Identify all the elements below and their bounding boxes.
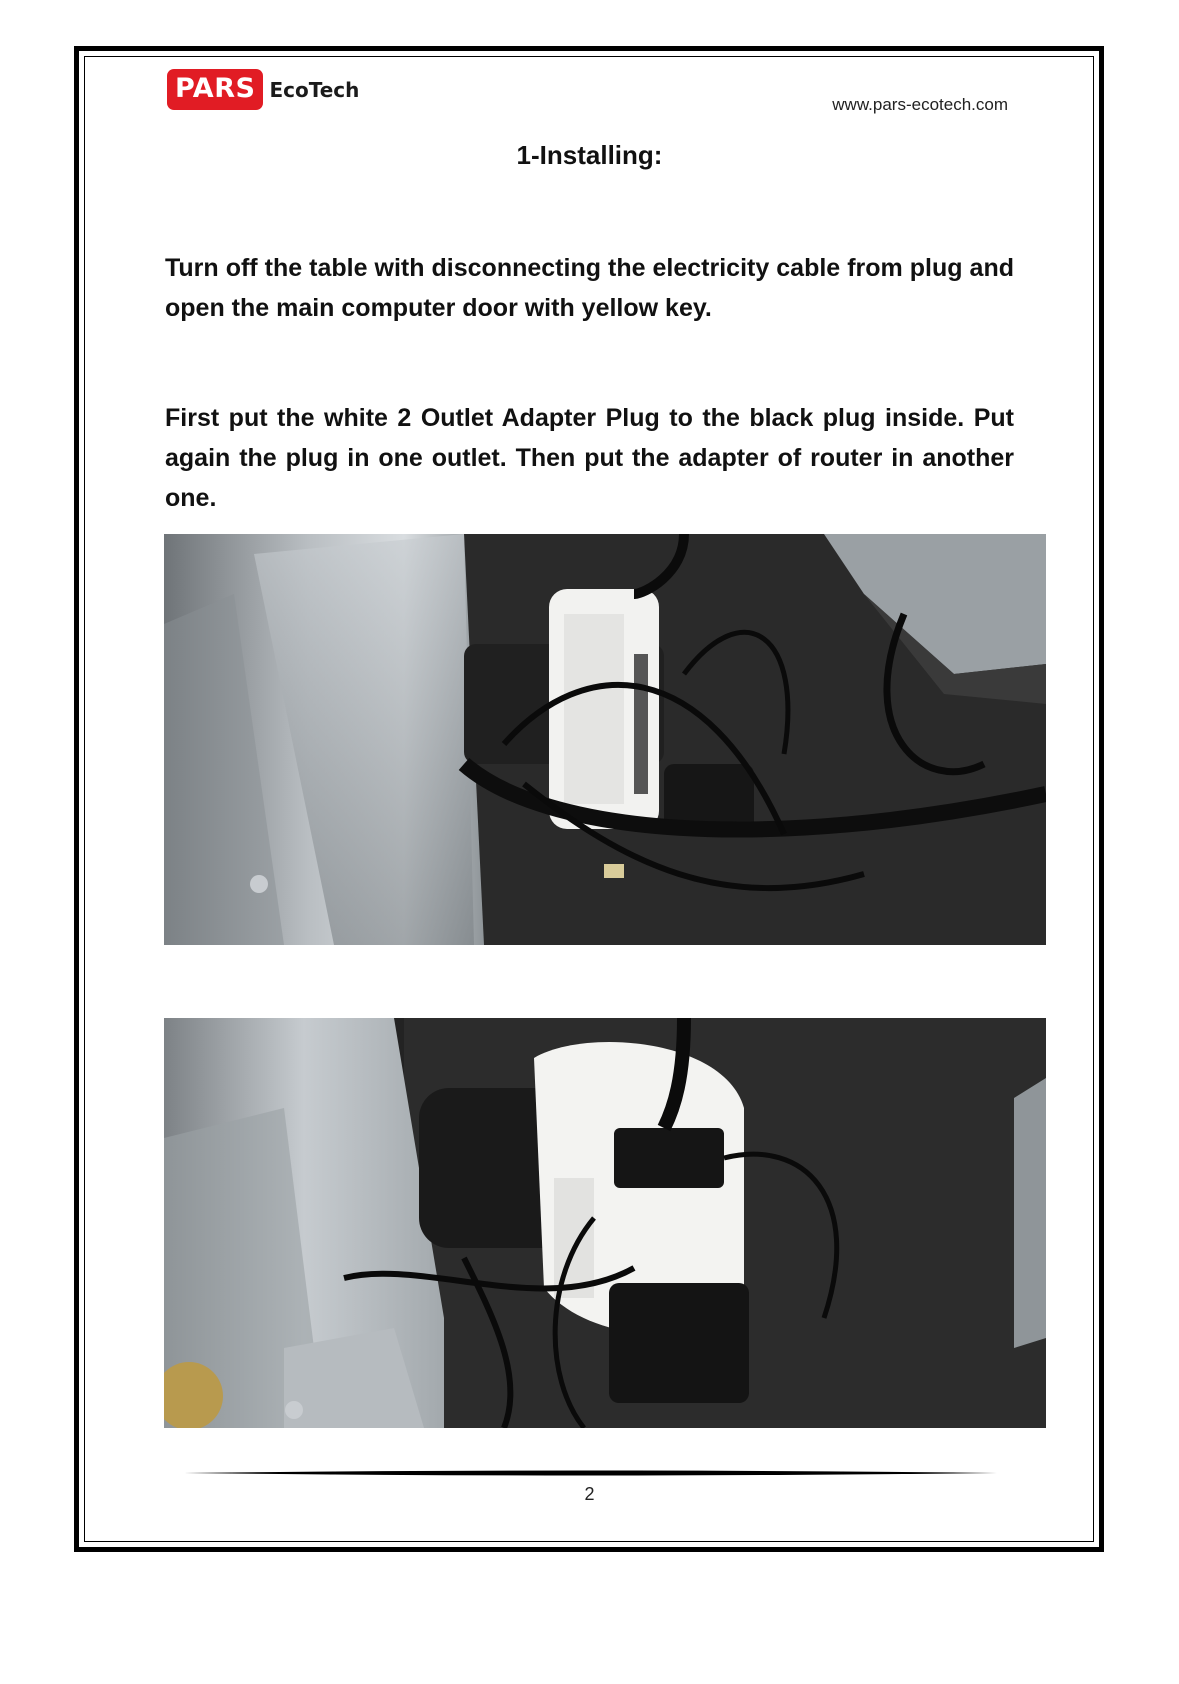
installation-photo-2 (164, 1018, 1046, 1428)
page-number: 2 (584, 1484, 595, 1504)
instruction-paragraph-1: Turn off the table with disconnecting the electricity cable from plug and open the main computer door with yellow key. (165, 254, 1014, 322)
section-heading: 1-Installing: (516, 140, 663, 170)
website-url: www.pars-ecotech.com (832, 95, 1008, 114)
company-logo (167, 69, 359, 110)
logo-text: EcoTech (269, 77, 360, 102)
logo-badge: PARS (167, 69, 263, 110)
footer-divider (184, 1468, 997, 1478)
installation-photo-1 (164, 534, 1046, 945)
instruction-paragraph-2: First put the white 2 Outlet Adapter Plug to the black plug inside. Put again the plug in one outlet. Then put the adapter of router in another one. (165, 404, 1014, 512)
